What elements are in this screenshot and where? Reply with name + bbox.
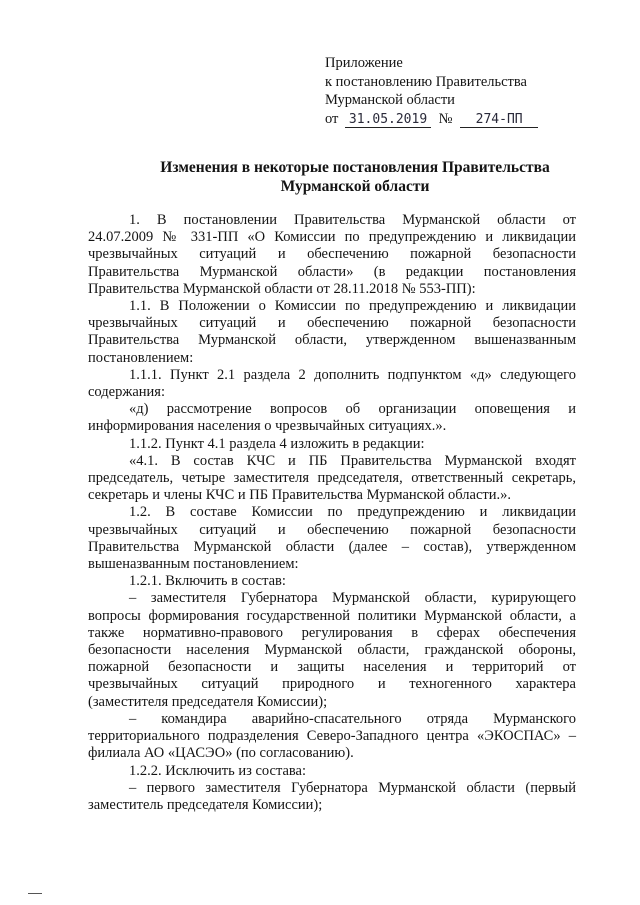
paragraph-line: Правительства Мурманской области (далее – состав), утвержденном	[88, 538, 576, 555]
paragraph-line: 1.2. В составе Комиссии по предупреждению и ликвидации	[129, 504, 576, 521]
title-line-1: Изменения в некоторые постановления Правительства	[160, 159, 550, 176]
paragraph-line: Правительства Мурманской области» (в редакции постановления	[88, 263, 576, 280]
paragraph-line: 1.2.1. Включить в состав:	[129, 573, 286, 590]
number-prefix: №	[438, 110, 453, 127]
paragraph	[88, 780, 576, 814]
paragraph	[88, 711, 576, 763]
paragraph-line: председатель, четыре заместителя председателя, ответственный секретарь,	[88, 470, 576, 487]
paragraph-line: вопросы формирования государственной политики Мурманской области, а	[88, 607, 576, 624]
paragraph-line: чрезвычайных ситуаций природного и техногенного характера	[88, 676, 576, 693]
paragraph-line: «д) рассмотрение вопросов об организации оповещения и	[129, 401, 576, 418]
paragraph	[88, 590, 576, 710]
paragraph-line: содержания:	[88, 384, 166, 401]
paragraph	[88, 212, 576, 298]
title-line-2: Мурманской области	[280, 178, 430, 195]
paragraph-line: пожарной безопасности и защиты населения и территорий от	[88, 659, 576, 676]
paragraph	[88, 367, 576, 401]
paragraph-line: заместитель председателя Комиссии);	[88, 796, 323, 813]
appendix-date-line	[325, 110, 538, 129]
paragraph-line: также нормативно-правового регулирования в сферах обеспечения	[88, 624, 576, 641]
paragraph-line: филиала АО «ЦАСЭО» (по согласованию).	[88, 745, 354, 762]
paragraph-line: 1. В постановлении Правительства Мурманской области от	[129, 212, 576, 228]
paragraph	[88, 453, 576, 505]
paragraph-line: территориального подразделения Северо-Западного центра «ЭКОСПАС» –	[88, 728, 576, 745]
paragraph-line: – первого заместителя Губернатора Мурманской области (первый	[129, 779, 576, 796]
paragraph	[88, 436, 576, 453]
paragraph-line: вышеназванным постановлением:	[88, 556, 299, 573]
paragraph-line: Правительства Мурманской области, утвержденном вышеназванным	[88, 332, 576, 349]
paragraph	[88, 763, 576, 780]
paragraph-line: 1.2.2. Исключить из состава:	[129, 762, 307, 779]
paragraph-line: «4.1. В состав КЧС и ПБ Правительства Мурманской входят	[129, 452, 576, 469]
paragraph-line: безопасности населения Мурманской области, гражданской обороны,	[88, 642, 576, 659]
appendix-line-2: к постановлению Правительства	[325, 73, 527, 90]
document-title	[105, 158, 605, 196]
paragraph	[88, 573, 576, 590]
paragraph-line: Правительства Мурманской области от 28.11.2018 № 553-ПП):	[88, 280, 476, 297]
paragraph-line: чрезвычайных ситуаций и обеспечению пожарной безопасности	[88, 246, 576, 263]
handwritten-date: 31.05.2019	[345, 112, 431, 128]
paragraph-line: постановлением:	[88, 349, 194, 366]
paragraph-line: чрезвычайных ситуаций и обеспечению пожарной безопасности	[88, 521, 576, 538]
paragraph-line: 24.07.2009 № 331-ПП «О Комиссии по предупреждению и ликвидации	[88, 229, 576, 246]
paragraph-line: секретарь и члены КЧС и ПБ Правительства Мурманской области.».	[88, 487, 512, 504]
paragraph-line: информирования населения о чрезвычайных ситуациях.».	[88, 418, 447, 435]
paragraph-line: 1.1. В Положении о Комиссии по предупреждению и ликвидации	[129, 298, 576, 315]
paragraph	[88, 401, 576, 435]
paragraph-line: – заместителя Губернатора Мурманской области, курирующего	[129, 590, 576, 607]
paragraph	[88, 298, 576, 367]
paragraph	[88, 504, 576, 573]
paragraph-line: – командира аварийно-спасательного отряда Мурманского	[129, 710, 576, 727]
appendix-line-1: Приложение	[325, 55, 403, 71]
paragraph-line: 1.1.2. Пункт 4.1 раздела 4 изложить в редакции:	[129, 435, 425, 452]
paragraph-line: чрезвычайных ситуаций и обеспечению пожарной безопасности	[88, 315, 576, 332]
document-body	[88, 212, 576, 814]
date-prefix: от	[325, 110, 339, 127]
handwritten-number: 274-ПП	[460, 112, 538, 128]
appendix-line-3: Мурманской области	[325, 92, 455, 108]
paragraph-line: 1.1.1. Пункт 2.1 раздела 2 дополнить подпунктом «д» следующего	[129, 366, 576, 383]
appendix-block	[325, 54, 538, 128]
footer-mark	[28, 893, 42, 894]
paragraph-line: (заместителя председателя Комиссии);	[88, 693, 328, 710]
